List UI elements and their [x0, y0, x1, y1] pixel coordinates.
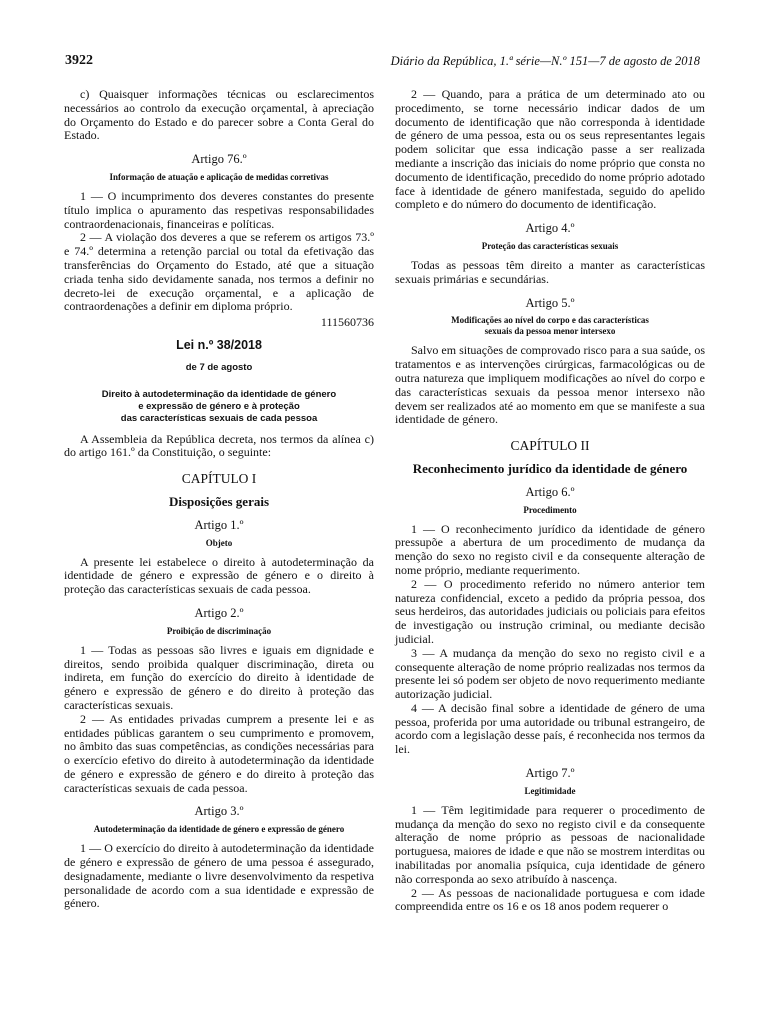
article-1-title: Objeto	[205, 537, 233, 548]
paragraph-c: c) Quaisquer informações técnicas ou esclarecimentos necessários ao controlo da execução orçamental, à apreciação do Orçamento do Estado e do parecer sobre a Conta Geral do Estado.	[64, 87, 374, 143]
page-number: 3922	[65, 53, 93, 68]
article-76-paragraph-1: 1 — O incumprimento dos deveres constantes do presente título implica o apuramento das respetivas responsabilidades contraordenacionais, financeiras e políticas.	[64, 188, 374, 231]
article-2-paragraph-2: 2 — As entidades privadas cumprem a presente lei e as entidades públicas garantem o seu cumprimento e promovem, no âmbito das suas competências, as condições necessárias para o exercício efetivo do direito à autodeterminação da identidade de género e expressão de género e do direito à proteção das características sexuais de cada pessoa.	[64, 711, 374, 795]
right-column	[395, 88, 705, 914]
chapter-2-heading: CAPÍTULO II	[510, 438, 590, 454]
article-2-title: Proibição de discriminação	[166, 625, 272, 636]
publication-header: Diário da República, 1.ª série—N.º 151—7 de agosto de 2018	[390, 54, 700, 68]
article-6-paragraph-3: 3 — A mudança da menção do sexo no registo civil e a consequente alteração de nome próprio realizadas nos termos da presente lei só podem ser objeto de novo requerimento mediante autorização judicial.	[395, 645, 705, 702]
law-title: Lei n.º 38/2018	[176, 337, 262, 352]
article-4-title: Proteção das características sexuais	[481, 240, 619, 251]
law-summary-line: das características sexuais de cada pessoa	[120, 412, 318, 424]
left-column	[64, 88, 374, 911]
article-2-paragraph-1: 1 — Todas as pessoas são livres e iguais em dignidade e direitos, sendo proibida qualquer discriminação, direta ou indireta, em função do exercício do direito à identidade de género e expressão de género e do direito à proteção das características sexuais.	[64, 642, 374, 712]
article-6-paragraph-2: 2 — O procedimento referido no número anterior tem natureza confidencial, exceto a pedido da própria pessoa, dos seus herdeiros, das autoridades judiciais ou policiais para efeitos de investigação ou instrução criminal, ou mediante decisão judicial.	[395, 576, 705, 646]
article-4-heading: Artigo 4.º	[525, 221, 575, 236]
article-7-title: Legitimidade	[524, 785, 576, 796]
article-4-paragraph: Todas as pessoas têm direito a manter as características sexuais primárias e secundárias.	[395, 257, 705, 286]
law-summary-line: e expressão de género e à proteção	[138, 400, 300, 412]
article-6-paragraph-1: 1 — O reconhecimento jurídico da identidade de género pressupõe a abertura de um procedimento de mudança da menção do sexo no registo civil e da consequente alteração de nome próprio, mediante requerimento.	[395, 521, 705, 577]
article-3-paragraph-1: 1 — O exercício do direito à autodeterminação da identidade de género e expressão de género de uma pessoa é assegurado, designadamente, mediante o livre desenvolvimento da respetiva personalidade de acordo com a sua identidade e expressão de género.	[64, 841, 374, 911]
article-6-heading: Artigo 6.º	[525, 484, 575, 499]
article-76-heading: Artigo 76.º	[191, 152, 247, 167]
chapter-1-title: Disposições gerais	[168, 493, 270, 509]
chapter-2-title: Reconhecimento jurídico da identidade de género	[412, 460, 688, 476]
article-5-heading: Artigo 5.º	[525, 295, 575, 310]
law-date: de 7 de agosto	[185, 361, 253, 373]
chapter-1-heading: CAPÍTULO I	[181, 471, 257, 487]
article-5-title	[395, 315, 705, 337]
article-3-title: Autodeterminação da identidade de género e expressão de género	[93, 824, 345, 835]
article-76-title: Informação de atuação e aplicação de medidas corretivas	[109, 171, 329, 182]
article-2-heading: Artigo 2.º	[194, 605, 244, 620]
article-3-paragraph-2: 2 — Quando, para a prática de um determinado ato ou procedimento, se torne necessário indicar dados de um documento de identificação que não corresponda à identidade de género de uma pessoa, esta ou os seus representantes legais podem solicitar que essa indicação passe a ser realizada mediante a inscrição das iniciais do nome próprio que consta no documento de identificação, precedido do nome próprio adotado face à identidade de género manifestada, seguido do apelido completo e do número do documento de identificação.	[395, 87, 705, 212]
decree-paragraph: A Assembleia da República decreta, nos termos da alínea c) do artigo 161.º da Constituição, o seguinte:	[64, 431, 374, 460]
article-7-paragraph-1: 1 — Têm legitimidade para requerer o procedimento de mudança da menção do sexo no registo civil e da consequente alteração de nome próprio as pessoas de nacionalidade portuguesa, maiores de idade e que não se mostrem interditas ou inabilitadas por anomalia psíquica, cuja identidade de género não corresponda ao sexo atribuído à nascença.	[395, 802, 705, 886]
article-5-paragraph: Salvo em situações de comprovado risco para a sua saúde, os tratamentos e as intervenções cirúrgicas, farmacológicas ou de outra natureza que impliquem modificações ao nível do corpo e das características sexuais da pessoa menor intersexo não devem ser realizados até ao momento em que se manifeste a sua identidade de género.	[395, 343, 705, 427]
article-6-paragraph-4: 4 — A decisão final sobre a identidade de género de uma pessoa, proferida por uma autoridade ou tribunal estrangeiro, de acordo com a legislação desse país, é reconhecida nos termos da lei.	[395, 700, 705, 757]
law-summary-line: Direito à autodeterminação da identidade de género	[101, 388, 337, 400]
law-summary	[64, 389, 374, 425]
article-5-title-line: Modificações ao nível do corpo e das características	[451, 315, 649, 326]
article-1-heading: Artigo 1.º	[194, 517, 244, 532]
article-3-heading: Artigo 3.º	[194, 804, 244, 819]
document-number: 111560736	[320, 315, 374, 330]
article-1-paragraph: A presente lei estabelece o direito à autodeterminação da identidade de género e expressão de género e o direito à proteção das características sexuais de cada pessoa.	[64, 554, 374, 597]
article-7-paragraph-2: 2 — As pessoas de nacionalidade portuguesa e com idade compreendida entre os 16 e os 18 anos podem requerer o	[395, 885, 705, 914]
article-6-title: Procedimento	[523, 504, 577, 515]
article-76-paragraph-2: 2 — A violação dos deveres a que se referem os artigos 73.º e 74.º determina a retenção parcial ou total da efetivação das transferências do Orçamento do Estado, até que a situação criada tenha sido devidamente sanada, nos termos a definir no decreto-lei de execução orçamental, e a aplicação de contraordenações a definir em diploma próprio.	[64, 230, 374, 314]
article-7-heading: Artigo 7.º	[525, 766, 575, 781]
article-5-title-line: sexuais da pessoa menor intersexo	[484, 326, 616, 337]
